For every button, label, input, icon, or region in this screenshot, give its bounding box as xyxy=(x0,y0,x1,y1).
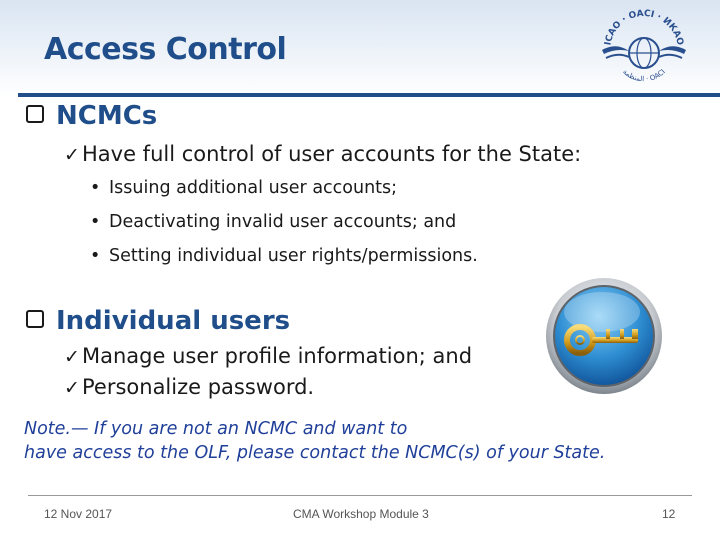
bullet-text: Setting individual user rights/permissions. xyxy=(109,246,478,266)
subitem-text: Have full control of user accounts for the State: xyxy=(82,142,582,166)
footer-date: 12 Nov 2017 xyxy=(44,507,113,521)
bullet-item xyxy=(90,178,397,198)
logo-lower-text: المنظمة · OACI xyxy=(621,67,667,84)
checkmark-icon: ✓ xyxy=(64,377,80,399)
subitem-manage-profile xyxy=(64,344,472,368)
section-heading-text: Individual users xyxy=(56,306,291,336)
icao-emblem-icon xyxy=(596,6,692,90)
subitem-personalize-password xyxy=(64,375,314,399)
footer-divider xyxy=(28,495,692,496)
bullet-text: Deactivating invalid user accounts; and xyxy=(109,212,457,232)
page-number: 12 xyxy=(662,507,676,521)
bullet-item xyxy=(90,212,456,232)
bullet-dot-icon: • xyxy=(90,246,101,266)
checkmark-icon: ✓ xyxy=(64,144,80,166)
subitem-full-control xyxy=(64,142,581,166)
slide-title: Access Control xyxy=(44,32,287,67)
subitem-text: Manage user profile information; and xyxy=(82,344,473,368)
subitem-text: Personalize password. xyxy=(82,375,315,399)
svg-text:ICAO · OACI · ИКАО xyxy=(603,9,684,47)
checkbox-square-icon xyxy=(26,105,44,123)
checkbox-square-icon xyxy=(26,310,44,328)
svg-text:المنظمة · OACI xyxy=(621,68,667,83)
key-icon xyxy=(544,276,664,396)
title-underline xyxy=(18,93,720,97)
footer-center-text: CMA Workshop Module 3 xyxy=(293,507,429,521)
bullet-text: Issuing additional user accounts; xyxy=(109,178,398,198)
note-line-2: have access to the OLF, please contact the NCMC(s) of your State. xyxy=(24,443,606,463)
checkmark-icon: ✓ xyxy=(64,346,80,368)
bullet-item xyxy=(90,246,478,266)
logo-arc-text: ICAO · OACI · ИКАО xyxy=(603,8,685,47)
section-heading-text: NCMCs xyxy=(56,101,158,131)
note-text xyxy=(24,417,605,465)
bullet-dot-icon: • xyxy=(90,212,101,232)
section-heading-individual-users xyxy=(26,306,290,336)
section-heading-ncmcs xyxy=(26,101,157,131)
bullet-dot-icon: • xyxy=(90,178,101,198)
note-line-1: Note.— If you are not an NCMC and want to xyxy=(24,419,408,439)
